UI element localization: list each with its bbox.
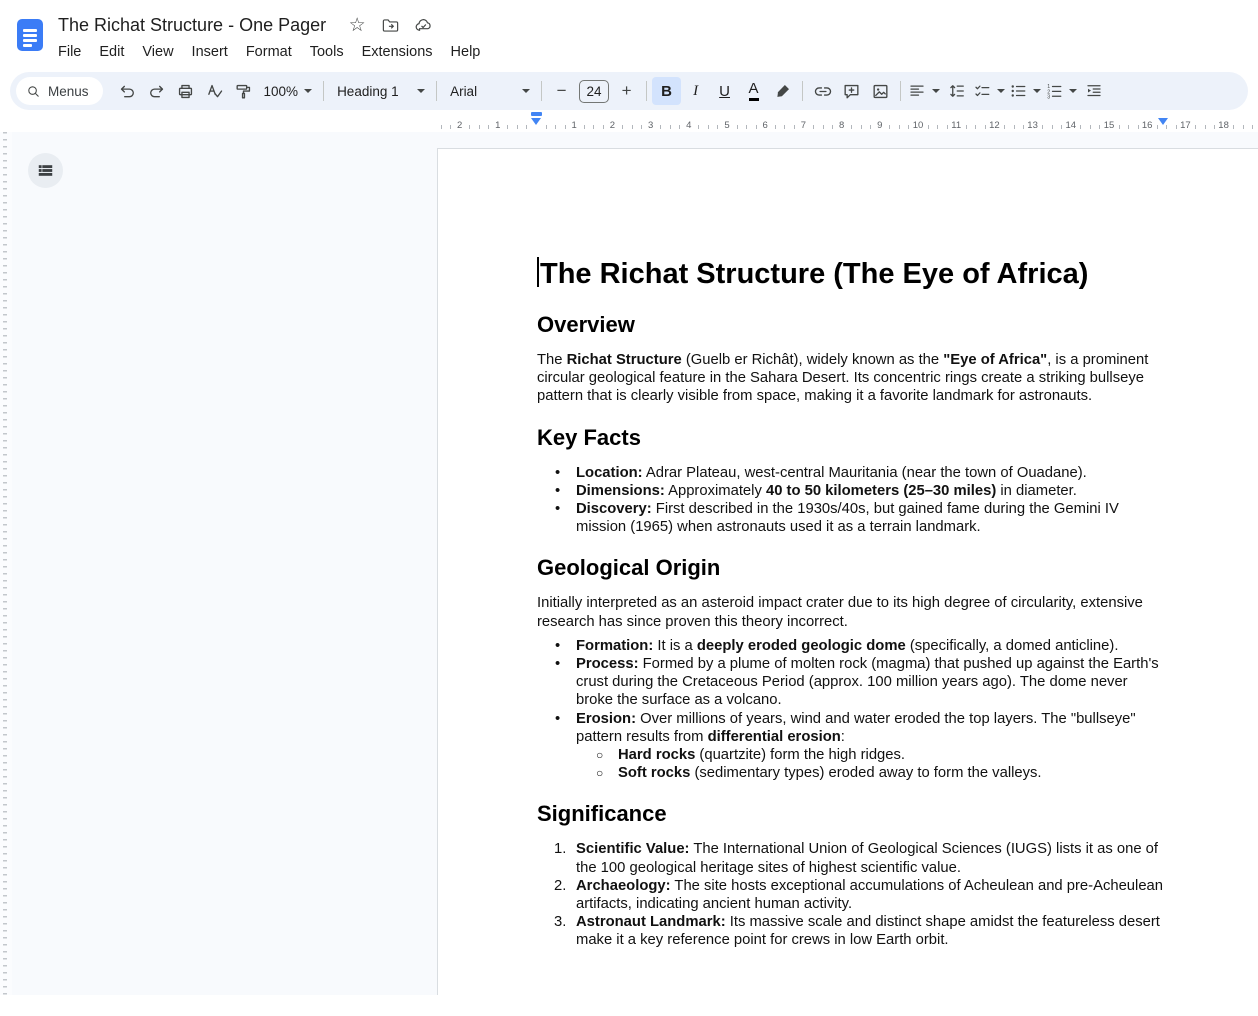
ruler-tick xyxy=(985,125,986,129)
numbered-item-marker: 1. xyxy=(554,841,567,858)
ruler-number: 11 xyxy=(951,119,962,131)
ruler-number: 8 xyxy=(838,119,845,131)
ruler-tick xyxy=(450,125,451,129)
ruler-tick xyxy=(555,125,556,129)
undo-button[interactable] xyxy=(113,77,142,105)
ruler-tick xyxy=(660,125,661,129)
menu-insert[interactable]: Insert xyxy=(191,43,228,60)
section-heading[interactable]: Significance xyxy=(537,801,667,827)
document-title[interactable]: The Richat Structure - One Pager xyxy=(58,14,327,35)
bullet-item[interactable] xyxy=(537,482,1165,500)
redo-button[interactable] xyxy=(142,77,171,105)
text-run: : xyxy=(840,728,845,745)
ruler-tick xyxy=(889,125,890,129)
highlight-color-icon[interactable] xyxy=(768,77,797,105)
bullet-item[interactable] xyxy=(537,464,1165,482)
align-button[interactable] xyxy=(906,77,942,105)
ruler-tick xyxy=(1214,125,1215,129)
bullet-item-marker: • xyxy=(555,637,561,654)
sub-bullet-item[interactable] xyxy=(577,764,1165,782)
bullet-item-text xyxy=(576,500,1165,536)
chevron-down-icon xyxy=(522,89,530,93)
doc-title-heading[interactable]: The Richat Structure (The Eye of Africa) xyxy=(537,255,1165,293)
svg-text:3: 3 xyxy=(1047,94,1051,100)
numbered-item-text xyxy=(576,840,1165,876)
ruler-number: 9 xyxy=(877,119,883,131)
ruler-number: 17 xyxy=(1180,119,1191,131)
ruler-tick xyxy=(708,125,709,129)
text-run: Approximately xyxy=(664,482,766,499)
ruler-tick xyxy=(928,125,929,129)
ruler-tick xyxy=(1099,125,1100,129)
bold-text-run: Archaeology: xyxy=(576,877,671,894)
text-run: The site hosts exceptional accumulations of Acheulean and pre-Acheulean artifacts, indicating ancient human activity. xyxy=(576,877,1164,913)
ruler-tick xyxy=(507,125,508,129)
numbered-item[interactable] xyxy=(537,840,1165,876)
text-run: (specifically, a domed anticline). xyxy=(905,637,1119,654)
menu-bar xyxy=(49,39,489,64)
bold-text-run: 40 to 50 kilometers (25–30 miles) xyxy=(765,482,997,499)
ruler-tick xyxy=(1080,125,1081,129)
bold-text-run: Formation: xyxy=(576,637,654,654)
ruler-number: 6 xyxy=(762,119,768,131)
ruler-number: 18 xyxy=(1218,119,1229,131)
first-line-indent-marker[interactable] xyxy=(531,118,541,125)
bullet-item[interactable] xyxy=(537,710,1165,746)
document-canvas xyxy=(0,132,1258,995)
ruler-number: 15 xyxy=(1103,119,1115,131)
bulleted-list-button[interactable] xyxy=(1007,77,1043,105)
ruler-tick xyxy=(1233,125,1234,129)
ruler-tick xyxy=(717,125,718,129)
bold-text-run: Richat Structure xyxy=(566,352,682,368)
paint-format-icon[interactable] xyxy=(229,77,258,105)
sub-bullet-item-marker: ○ xyxy=(596,748,604,763)
ruler-tick xyxy=(1052,125,1053,129)
ruler-tick xyxy=(937,125,938,129)
ruler-tick xyxy=(1252,125,1253,129)
section-heading[interactable]: Geological Origin xyxy=(537,555,721,581)
ruler-tick xyxy=(1243,125,1244,129)
text-run: Over millions of years, wind and water eroded the top layers. The "bullseye" pattern results from xyxy=(576,710,1136,745)
ruler-tick xyxy=(908,125,909,129)
ruler-tick xyxy=(565,125,566,129)
menu-format[interactable]: Format xyxy=(245,43,292,60)
menus-search-button[interactable]: Menus xyxy=(16,77,103,105)
numbered-item-marker: 3. xyxy=(554,914,567,931)
bullet-item-marker: • xyxy=(555,501,561,518)
ruler-tick xyxy=(1023,125,1024,129)
menu-tools[interactable]: Tools xyxy=(309,43,344,60)
bulleted-list xyxy=(537,464,1165,537)
ruler-tick xyxy=(469,125,470,129)
ruler-tick xyxy=(641,125,642,129)
bullet-item-marker: • xyxy=(555,464,561,481)
svg-text:1: 1 xyxy=(1047,84,1051,90)
indent-icon[interactable] xyxy=(1079,77,1108,105)
chevron-down-icon xyxy=(304,89,312,93)
ruler-number: 3 xyxy=(647,119,654,131)
sub-bullet-item-text xyxy=(618,764,1165,782)
ruler-tick xyxy=(488,125,489,129)
left-indent-marker[interactable] xyxy=(531,112,542,116)
ruler-tick xyxy=(870,125,871,129)
text-run: Initially interpreted as an asteroid impact crater due to its high degree of circularity, extensive research has since proven this theory incorrect. xyxy=(537,595,1143,630)
chevron-down-icon xyxy=(997,89,1005,93)
text-run: It is a xyxy=(653,637,697,654)
ruler-tick xyxy=(1128,125,1129,129)
cloud-status-icon[interactable] xyxy=(410,13,436,37)
ruler-number: 14 xyxy=(1065,119,1077,131)
numbered-item-text xyxy=(576,877,1165,913)
ruler-tick xyxy=(1014,125,1015,129)
text-run: , is a prominent circular geological feature in the Sahara Desert. Its concentric rings create a striking bullseye pattern that is clearly visible from space, making it a favorite landmark for astronauts. xyxy=(537,352,1149,405)
text-run: First described in the 1930s/40s, but gained fame during the Gemini IV mission (1965) when astronauts used it as a terrain landmark. xyxy=(576,501,1119,536)
show-outline-button[interactable] xyxy=(28,153,63,188)
bold-text-run: Dimensions: xyxy=(576,482,665,499)
ruler-tick xyxy=(603,125,604,129)
ruler-tick xyxy=(947,125,948,129)
section-heading[interactable]: Overview xyxy=(537,312,635,337)
sub-bullet-item[interactable] xyxy=(577,746,1165,764)
docs-logo-icon[interactable] xyxy=(17,19,43,51)
ruler-tick xyxy=(832,125,833,129)
vertical-ruler[interactable] xyxy=(0,132,12,995)
ruler-tick xyxy=(1205,125,1206,129)
bullet-item-text xyxy=(576,482,1165,500)
ruler-tick xyxy=(517,125,518,129)
menu-extensions[interactable]: Extensions xyxy=(361,43,433,60)
ruler-tick xyxy=(737,125,738,129)
bold-text-run: Astronaut Landmark: xyxy=(576,914,726,931)
chevron-down-icon xyxy=(417,89,425,93)
ruler-number: 7 xyxy=(800,119,807,131)
ruler-tick xyxy=(823,125,824,129)
text-run: (Guelb er Richât), widely known as the xyxy=(681,352,944,368)
numbered-list xyxy=(537,840,1165,949)
ruler-tick xyxy=(1176,125,1177,129)
horizontal-ruler[interactable] xyxy=(0,110,1258,132)
decrease-font-size-button[interactable]: − xyxy=(556,81,567,100)
ruler-tick xyxy=(1042,125,1043,129)
ruler-tick xyxy=(1004,125,1005,129)
text-run: Its massive scale and distinct shape amidst the featureless desert make it a key reference point for crews in low Earth orbit. xyxy=(576,914,1160,949)
ruler-number: 16 xyxy=(1141,119,1153,131)
ruler-tick xyxy=(784,125,785,129)
ruler-tick xyxy=(526,125,527,129)
ruler-tick xyxy=(975,125,976,129)
text-run: (quartzite) form the high ridges. xyxy=(695,747,906,764)
menu-file[interactable]: File xyxy=(58,43,82,60)
ruler-number: 1 xyxy=(495,119,501,131)
move-folder-icon[interactable] xyxy=(377,13,403,37)
bullet-item-marker: • xyxy=(555,482,561,499)
ruler-tick xyxy=(861,125,862,129)
ruler-tick xyxy=(794,125,795,129)
bullet-item[interactable] xyxy=(537,655,1165,710)
numbered-item-marker: 2. xyxy=(554,877,567,894)
bullet-item-text xyxy=(576,655,1165,710)
print-icon[interactable] xyxy=(171,77,200,105)
ruler-tick xyxy=(632,125,633,129)
ruler-number: 10 xyxy=(912,119,924,131)
sub-bullet-item-marker: ○ xyxy=(596,766,604,781)
section-heading[interactable]: Key Facts xyxy=(537,424,641,450)
ruler-tick xyxy=(670,125,671,129)
numbered-item-text xyxy=(576,913,1165,949)
ruler-tick xyxy=(966,125,967,129)
star-icon[interactable]: ☆ xyxy=(348,14,366,36)
toolbar xyxy=(10,72,1248,110)
font-family-select[interactable]: Arial xyxy=(442,77,536,105)
bold-text-run: Discovery: xyxy=(576,501,652,518)
sub-bullet-item-text xyxy=(618,746,1165,764)
spell-check-icon[interactable] xyxy=(200,77,229,105)
ruler-tick xyxy=(1061,125,1062,129)
ruler-number: 13 xyxy=(1027,119,1038,131)
menu-view[interactable]: View xyxy=(142,43,174,60)
document-page[interactable] xyxy=(437,148,1258,995)
bold-text-run: Location: xyxy=(576,464,643,481)
text-run: Formed by a plume of molten rock (magma) that pushed up against the Earth's crust during the Cretaceous Period (approx. 100 million years ago). The dome never broke the surface as a volcano. xyxy=(576,656,1159,709)
ruler-tick xyxy=(584,125,585,129)
ruler-tick xyxy=(479,125,480,129)
bulleted-list xyxy=(537,637,1165,783)
insert-image-icon[interactable] xyxy=(866,77,895,105)
underline-button[interactable]: U xyxy=(719,82,730,100)
insert-link-icon[interactable] xyxy=(808,77,837,105)
ruler-tick xyxy=(593,125,594,129)
ruler-number: 4 xyxy=(686,119,692,131)
chevron-down-icon xyxy=(1033,89,1041,93)
bold-text-run: Hard rocks xyxy=(618,747,696,764)
ruler-number: 12 xyxy=(989,119,1000,131)
paragraph-style-select[interactable]: Heading 1 xyxy=(329,77,431,105)
ruler-tick xyxy=(679,125,680,129)
svg-text:2: 2 xyxy=(1047,89,1051,96)
text-cursor xyxy=(537,257,539,287)
ruler-tick xyxy=(1166,125,1167,129)
ruler-tick xyxy=(899,125,900,129)
chevron-down-icon xyxy=(1069,89,1077,93)
ruler-tick xyxy=(813,125,814,129)
text-color-button[interactable]: A xyxy=(739,77,768,105)
bullet-item[interactable] xyxy=(537,637,1165,655)
bold-text-run: "Eye of Africa" xyxy=(943,352,1048,368)
ruler-tick xyxy=(775,125,776,129)
line-spacing-icon[interactable] xyxy=(942,77,971,105)
bold-text-run: Soft rocks xyxy=(618,765,691,782)
font-size-input[interactable]: 24 xyxy=(579,80,609,103)
ruler-tick xyxy=(1090,125,1091,129)
ruler-tick xyxy=(622,125,623,129)
bold-text-run: Scientific Value: xyxy=(576,841,690,858)
search-icon xyxy=(26,84,41,99)
ruler-number: 2 xyxy=(456,119,463,131)
ruler-tick xyxy=(1195,125,1196,129)
text-run: (sedimentary types) eroded away to form the valleys. xyxy=(690,765,1042,782)
numbered-list-button[interactable] xyxy=(1043,77,1079,105)
ruler-tick xyxy=(441,125,442,129)
ruler-tick xyxy=(851,125,852,129)
ruler-tick xyxy=(1157,125,1158,129)
ruler-tick xyxy=(546,125,547,129)
bullet-item-text xyxy=(576,637,1165,655)
menu-edit[interactable]: Edit xyxy=(99,43,125,60)
menu-help[interactable]: Help xyxy=(450,43,481,60)
bullet-item-marker: • xyxy=(555,710,561,727)
text-run: Adrar Plateau, west-central Mauritania (near the town of Ouadane). xyxy=(642,464,1087,481)
italic-button[interactable]: I xyxy=(693,82,699,99)
ruler-tick xyxy=(698,125,699,129)
bullet-item-text xyxy=(576,464,1165,482)
zoom-select[interactable]: 100% xyxy=(258,77,319,105)
numbered-item[interactable] xyxy=(537,877,1165,913)
ruler-number: 5 xyxy=(724,119,730,131)
bullet-item[interactable] xyxy=(537,500,1165,536)
bullet-item-marker: • xyxy=(555,656,561,673)
bold-button[interactable]: B xyxy=(652,77,681,105)
checklist-button[interactable] xyxy=(971,77,1007,105)
ruler-tick xyxy=(756,125,757,129)
right-indent-marker[interactable] xyxy=(1158,118,1168,125)
ruler-number: 1 xyxy=(571,119,577,131)
outline-icon xyxy=(37,162,54,179)
app-header xyxy=(0,0,1258,68)
chevron-down-icon xyxy=(932,89,940,93)
ruler-tick xyxy=(1138,125,1139,129)
numbered-item[interactable] xyxy=(537,913,1165,949)
doc-paragraph[interactable] xyxy=(537,351,1165,406)
bullet-item-text xyxy=(576,710,1165,746)
toolbar-container xyxy=(0,68,1258,110)
bold-text-run: Process: xyxy=(576,656,639,673)
doc-paragraph[interactable] xyxy=(537,594,1165,630)
bold-text-run: Erosion: xyxy=(576,710,637,727)
text-run: The xyxy=(537,352,567,368)
ruler-tick xyxy=(1119,125,1120,129)
ruler-tick xyxy=(746,125,747,129)
bold-text-run: deeply eroded geologic dome xyxy=(696,637,906,654)
ruler-number: 2 xyxy=(609,119,616,131)
add-comment-icon[interactable] xyxy=(837,77,866,105)
text-run: in diameter. xyxy=(996,482,1077,499)
text-run: The International Union of Geological Sciences (IUGS) lists it as one of the 100 geological heritage sites of highest scientific value. xyxy=(576,841,1159,876)
increase-font-size-button[interactable]: + xyxy=(621,81,632,100)
bold-text-run: differential erosion xyxy=(707,728,841,745)
